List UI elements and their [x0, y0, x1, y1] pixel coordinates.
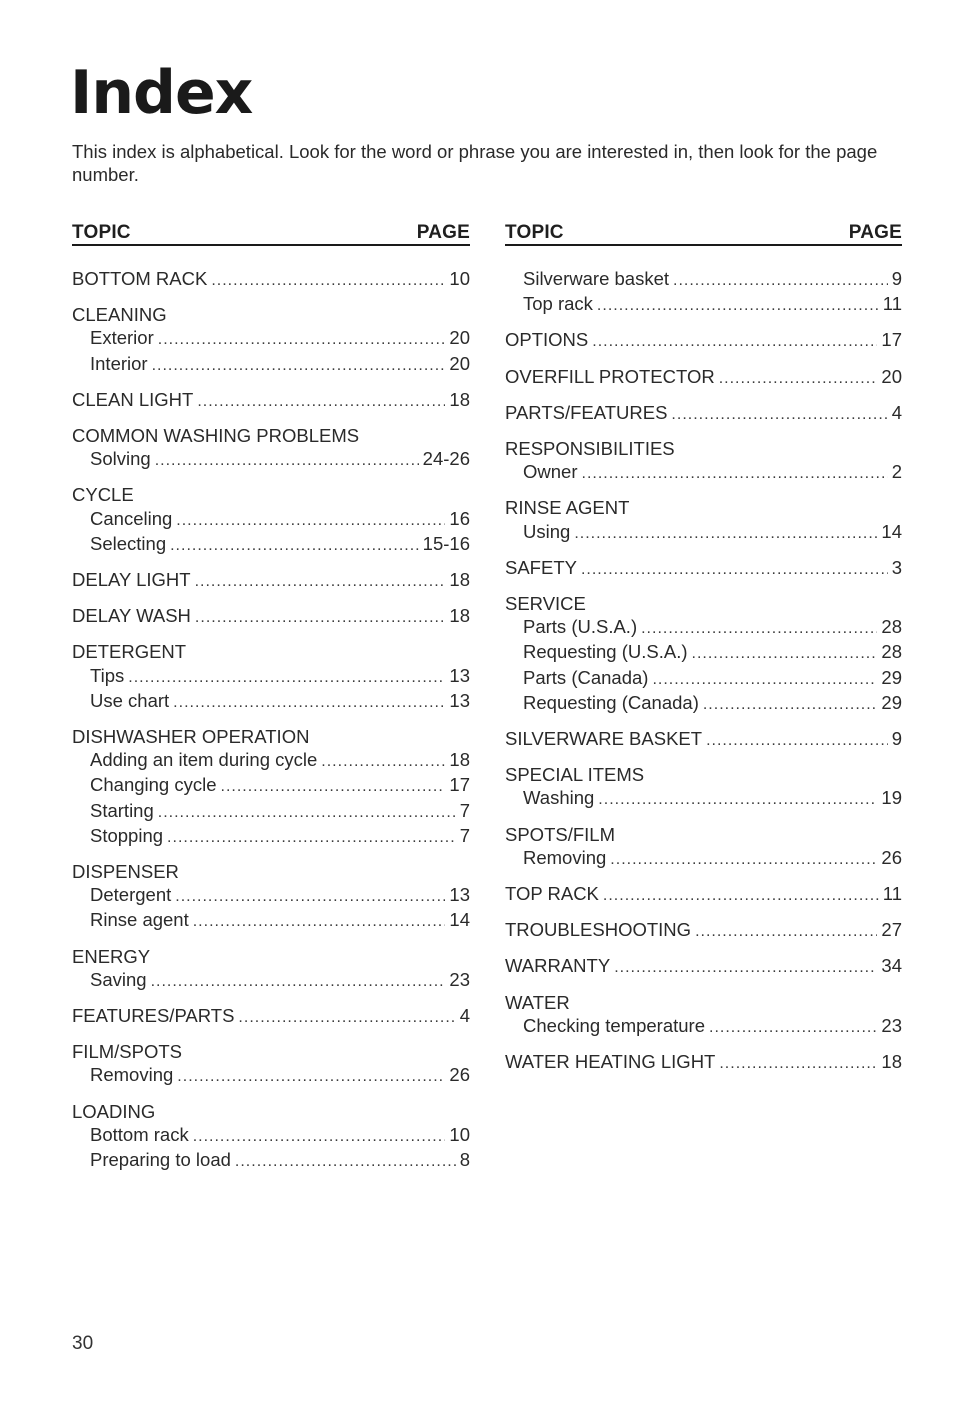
entry-heading: DISPENSER: [72, 861, 179, 883]
entry-topic: Owner: [523, 461, 578, 483]
index-entry: [72, 1100, 470, 1174]
entry-page: 24-26: [422, 448, 470, 470]
entry-page: 27: [881, 919, 902, 941]
index-subentry: [72, 824, 470, 849]
page-header: PAGE: [416, 222, 470, 243]
entry-topic: Requesting (U.S.A.): [523, 641, 688, 663]
index-entry: [505, 991, 902, 1039]
entry-page: 29: [881, 691, 902, 713]
index-column-right: [505, 220, 902, 1086]
entry-page: 20: [449, 327, 470, 349]
dot-leader: [673, 269, 888, 292]
entry-page: 26: [449, 1064, 470, 1086]
index-entry: [72, 303, 470, 377]
index-subentry: [505, 460, 902, 485]
index-subentry: [72, 748, 470, 773]
entry-topic: OPTIONS: [505, 329, 589, 351]
entry-page: 13: [449, 664, 470, 686]
entry-topic: BOTTOM RACK: [72, 268, 208, 289]
dot-leader: [614, 956, 877, 979]
index-entry: [505, 954, 902, 979]
index-entry: [72, 483, 470, 557]
index-entry-row: [505, 556, 902, 581]
dot-leader: [193, 1125, 446, 1148]
entry-topic: Detergent: [90, 884, 172, 906]
entry-page: 19: [881, 787, 902, 809]
entry-page: 23: [881, 1014, 902, 1036]
entry-page: 28: [881, 641, 902, 663]
index-entry: [505, 365, 902, 390]
entry-topic: FEATURES/PARTS: [72, 1005, 235, 1027]
dot-leader: [151, 970, 446, 993]
entry-page: 14: [449, 909, 470, 931]
dot-leader: [574, 522, 877, 545]
dot-leader: [167, 826, 456, 849]
index-subentry: [72, 773, 470, 798]
entry-page: 10: [449, 1123, 470, 1145]
index-entry: [505, 401, 902, 426]
entry-page: 11: [882, 883, 902, 905]
index-entry: [72, 640, 470, 714]
dot-leader: [671, 403, 887, 426]
dot-leader: [170, 534, 419, 557]
entry-heading: SERVICE: [505, 593, 586, 615]
index-entry: [505, 918, 902, 943]
index-subentry: [72, 908, 470, 933]
entry-page: 7: [459, 799, 470, 821]
entry-page: 7: [459, 824, 470, 846]
entry-page: 26: [881, 846, 902, 868]
index-subentry: [505, 292, 902, 317]
entry-topic: TROUBLESHOOTING: [505, 919, 692, 941]
index-subentry: [505, 520, 902, 545]
index-subentry: [505, 1014, 902, 1039]
entry-heading: CLEANING: [72, 304, 167, 326]
dot-leader: [152, 354, 446, 377]
dot-leader: [158, 328, 446, 351]
index-subentry: [72, 447, 470, 472]
entry-topic: SILVERWARE BASKET: [505, 728, 703, 750]
index-subentry: [72, 1063, 470, 1088]
entry-topic: Saving: [90, 968, 147, 990]
dot-leader: [692, 642, 878, 665]
entry-page: 4: [891, 401, 902, 423]
column-header: [72, 220, 470, 246]
entry-page: 18: [881, 1051, 902, 1073]
index-entry: [72, 267, 470, 292]
dot-leader: [197, 390, 445, 413]
entry-topic: Tips: [90, 664, 125, 686]
entry-page: 18: [449, 569, 470, 591]
entry-topic: Removing: [523, 846, 607, 868]
index-subentry: [72, 532, 470, 557]
index-entry: [505, 328, 902, 353]
topic-header: TOPIC: [505, 222, 564, 243]
dot-leader: [238, 1006, 455, 1029]
index-subentry: [505, 846, 902, 871]
dot-leader: [158, 801, 456, 824]
entry-topic: Checking temperature: [523, 1014, 706, 1036]
entry-topic: WARRANTY: [505, 955, 611, 977]
index-subentry: [505, 640, 902, 665]
entry-page: 4: [459, 1005, 470, 1027]
dot-leader: [709, 1016, 877, 1039]
entry-topic: Interior: [90, 352, 148, 374]
index-entry: [72, 424, 470, 472]
dot-leader: [176, 509, 445, 532]
entry-topic: Top rack: [523, 293, 593, 315]
entry-topic: Washing: [523, 787, 595, 809]
entry-heading: WATER: [505, 991, 570, 1013]
index-entry: [505, 1050, 902, 1075]
dot-leader: [592, 330, 877, 353]
entry-topic: Preparing to load: [90, 1149, 231, 1171]
entry-page: 16: [449, 507, 470, 529]
entry-page: 29: [881, 666, 902, 688]
entry-topic: Rinse agent: [90, 909, 189, 931]
column-header: [505, 220, 902, 246]
entry-page: 13: [449, 689, 470, 711]
entry-page: 18: [449, 605, 470, 627]
dot-leader: [193, 910, 446, 933]
entry-page: 15-16: [422, 532, 470, 554]
entry-heading: RESPONSIBILITIES: [505, 438, 675, 460]
entry-page: 17: [881, 329, 902, 351]
entry-topic: Exterior: [90, 327, 154, 349]
index-entry: [505, 556, 902, 581]
index-entry-row: [72, 388, 470, 413]
dot-leader: [177, 1065, 445, 1088]
entry-heading: COMMON WASHING PROBLEMS: [72, 425, 360, 447]
entry-topic: Using: [523, 520, 571, 542]
index-entry: [505, 727, 902, 752]
index-subentry: [72, 664, 470, 689]
index-entry-row: [72, 568, 470, 593]
entry-topic: Parts (Canada): [523, 666, 649, 688]
entry-heading: DETERGENT: [72, 641, 187, 663]
index-entry: [72, 1004, 470, 1029]
entry-topic: OVERFILL PROTECTOR: [505, 365, 715, 387]
index-entry: [505, 267, 902, 317]
entry-topic: Selecting: [90, 532, 167, 554]
index-subentry: [505, 786, 902, 811]
entry-topic: Removing: [90, 1064, 174, 1086]
dot-leader: [321, 750, 445, 773]
entry-topic: Adding an item during cycle: [90, 749, 318, 771]
entry-topic: CLEAN LIGHT: [72, 388, 194, 410]
entries-left: [72, 267, 470, 1173]
dot-leader: [603, 884, 879, 907]
index-entry-row: [505, 954, 902, 979]
dot-leader: [598, 788, 877, 811]
entry-topic: SAFETY: [505, 556, 577, 578]
entry-topic: Canceling: [90, 507, 173, 529]
entry-heading: LOADING: [72, 1100, 156, 1122]
dot-leader: [597, 294, 879, 317]
entry-topic: DELAY LIGHT: [72, 569, 191, 591]
index-entry: [72, 604, 470, 629]
entry-page: 17: [449, 774, 470, 796]
entry-page: 9: [891, 268, 902, 289]
topic-header: TOPIC: [72, 222, 131, 243]
index-entry: [505, 437, 902, 485]
page-header: PAGE: [848, 222, 902, 243]
entry-heading: DISHWASHER OPERATION: [72, 726, 310, 748]
entry-heading: CYCLE: [72, 484, 134, 506]
index-entry-row: [72, 1004, 470, 1029]
entry-page: 13: [449, 884, 470, 906]
dot-leader: [175, 885, 445, 908]
index-column-left: [72, 220, 470, 1184]
dot-leader: [195, 570, 446, 593]
entry-topic: TOP RACK: [505, 883, 599, 905]
index-subentry: [505, 691, 902, 716]
index-subentry: [505, 615, 902, 640]
entry-topic: Stopping: [90, 824, 164, 846]
dot-leader: [155, 449, 419, 472]
dot-leader: [211, 269, 445, 292]
index-entry: [72, 725, 470, 849]
dot-leader: [652, 668, 877, 691]
entry-topic: Changing cycle: [90, 774, 217, 796]
entry-page: 14: [881, 520, 902, 542]
index-subentry: [72, 326, 470, 351]
index-subentry: [505, 267, 902, 292]
entry-topic: Use chart: [90, 689, 170, 711]
index-entry: [505, 592, 902, 716]
entry-topic: PARTS/FEATURES: [505, 401, 668, 423]
entries-right: [505, 267, 902, 1075]
entry-topic: WATER HEATING LIGHT: [505, 1051, 716, 1073]
entry-page: 34: [881, 955, 902, 977]
entry-heading: ENERGY: [72, 945, 151, 967]
entry-heading: SPOTS/FILM: [505, 823, 615, 845]
entry-topic: Parts (U.S.A.): [523, 616, 638, 638]
dot-leader: [173, 691, 445, 714]
entry-topic: Solving: [90, 448, 151, 470]
index-entry-row: [505, 727, 902, 752]
index-entry: [505, 496, 902, 544]
entry-page: 18: [449, 388, 470, 410]
index-subentry: [72, 1123, 470, 1148]
index-entry-row: [505, 882, 902, 907]
index-entry-row: [505, 328, 902, 353]
index-subentry: [505, 666, 902, 691]
index-subentry: [72, 507, 470, 532]
entry-page: 2: [891, 461, 902, 483]
index-entry-row: [505, 365, 902, 390]
entry-topic: Bottom rack: [90, 1123, 189, 1145]
dot-leader: [195, 606, 446, 629]
entry-page: 10: [449, 268, 470, 289]
entry-topic: DELAY WASH: [72, 605, 191, 627]
index-entry: [72, 945, 470, 993]
dot-leader: [703, 693, 878, 716]
page-title: Index: [70, 58, 253, 128]
index-entry: [72, 388, 470, 413]
entry-heading: SPECIAL ITEMS: [505, 764, 645, 786]
index-subentry: [72, 968, 470, 993]
entry-topic: Starting: [90, 799, 154, 821]
index-entry: [72, 1040, 470, 1088]
entry-page: 9: [891, 728, 902, 750]
index-entry-row: [72, 267, 470, 292]
dot-leader: [641, 617, 877, 640]
index-entry-row: [505, 401, 902, 426]
index-entry-row: [505, 1050, 902, 1075]
entry-page: 8: [459, 1149, 470, 1171]
entry-topic: Silverware basket: [523, 268, 670, 289]
entry-heading: FILM/SPOTS: [72, 1041, 182, 1063]
index-entry: [72, 860, 470, 934]
entry-page: 11: [882, 293, 902, 315]
dot-leader: [706, 729, 888, 752]
dot-leader: [719, 1052, 877, 1075]
index-entry: [505, 882, 902, 907]
entry-page: 23: [449, 968, 470, 990]
entry-topic: Requesting (Canada): [523, 691, 699, 713]
dot-leader: [128, 666, 445, 689]
index-entry: [505, 763, 902, 811]
page-number: 30: [72, 1333, 94, 1354]
entry-page: 3: [891, 556, 902, 578]
dot-leader: [582, 462, 888, 485]
entry-page: 18: [449, 749, 470, 771]
entry-page: 20: [449, 352, 470, 374]
index-subentry: [72, 689, 470, 714]
entry-page: 28: [881, 616, 902, 638]
index-subentry: [72, 1148, 470, 1173]
dot-leader: [221, 775, 446, 798]
index-subentry: [72, 883, 470, 908]
entry-heading: RINSE AGENT: [505, 497, 630, 519]
intro-text: This index is alphabetical. Look for the word or phrase you are interested in, then look for the page number.: [72, 141, 878, 185]
dot-leader: [695, 920, 877, 943]
dot-leader: [235, 1150, 456, 1173]
index-entry-row: [505, 918, 902, 943]
index-subentry: [72, 352, 470, 377]
dot-leader: [581, 558, 888, 581]
index-entry: [72, 568, 470, 593]
dot-leader: [610, 848, 877, 871]
index-subentry: [72, 799, 470, 824]
dot-leader: [719, 367, 878, 390]
entry-page: 20: [881, 365, 902, 387]
index-entry: [505, 823, 902, 871]
index-entry-row: [72, 604, 470, 629]
